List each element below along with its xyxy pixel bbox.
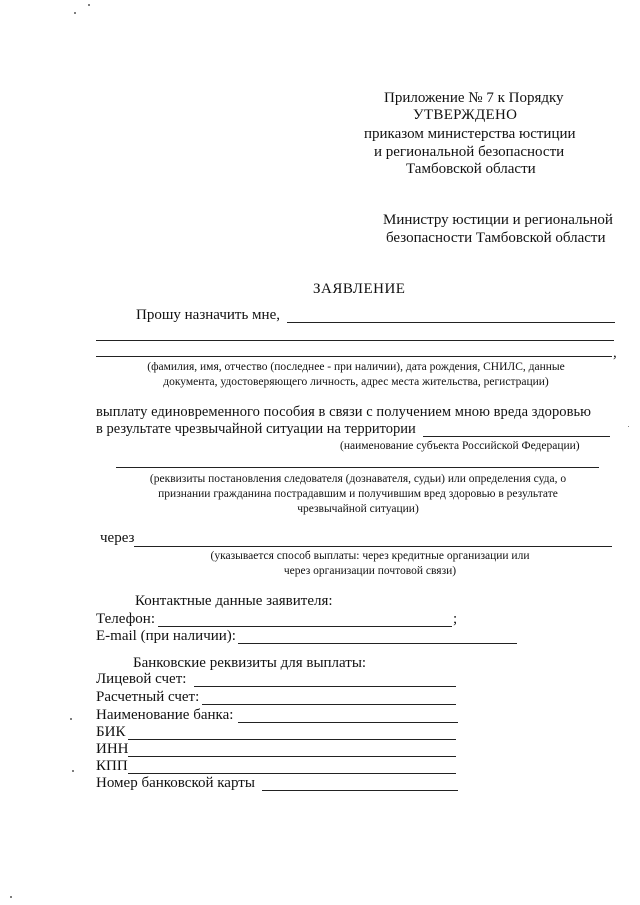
requisites-line[interactable] bbox=[116, 467, 599, 468]
scan-speck bbox=[70, 718, 72, 720]
scan-speck bbox=[10, 896, 12, 898]
method-hint-line-1: (указывается способ выплаты: через кредитные организации или bbox=[210, 550, 530, 562]
scan-speck bbox=[72, 770, 74, 772]
region-hint: (наименование субъекта Российской Федерации) bbox=[340, 440, 580, 452]
payment-text-line-2: в результате чрезвычайной ситуации на территории bbox=[96, 421, 416, 437]
order-line-2: и региональной безопасности bbox=[374, 144, 565, 160]
order-line-3: Тамбовской области bbox=[406, 161, 536, 177]
bank-field-line[interactable] bbox=[194, 686, 456, 687]
comma-mark: , bbox=[613, 345, 617, 361]
contacts-heading: Контактные данные заявителя: bbox=[135, 593, 333, 609]
method-line[interactable] bbox=[134, 546, 612, 547]
bank-field-label: БИК bbox=[96, 724, 126, 740]
bank-field-line[interactable] bbox=[238, 722, 458, 723]
addressee-line-1: Министру юстиции и региональной bbox=[383, 212, 613, 228]
document-title: ЗАЯВЛЕНИЕ bbox=[313, 281, 406, 297]
requisites-hint-line-3: чрезвычайной ситуации) bbox=[297, 503, 419, 515]
bank-field-line[interactable] bbox=[128, 739, 456, 740]
method-label: через bbox=[100, 530, 135, 546]
phone-line-end: ; bbox=[453, 611, 458, 627]
phone-line[interactable] bbox=[158, 626, 452, 627]
bank-field-line[interactable] bbox=[128, 756, 456, 757]
addressee-line-2: безопасности Тамбовской области bbox=[386, 230, 606, 246]
applicant-hint-line-1: (фамилия, имя, отчество (последнее - при наличии), дата рождения, СНИЛС, данные bbox=[147, 361, 565, 373]
appendix-label: Приложение № 7 к Порядку bbox=[384, 90, 564, 106]
applicant-hint-line-2: документа, удостоверяющего личность, адрес места жительства, регистрации) bbox=[163, 376, 549, 388]
request-lead-text: Прошу назначить мне, bbox=[136, 307, 280, 323]
bank-field-label: Расчетный счет: bbox=[96, 689, 200, 705]
phone-label: Телефон: bbox=[96, 611, 155, 627]
bank-field-label: Лицевой счет: bbox=[96, 671, 187, 687]
scan-speck bbox=[88, 4, 90, 6]
bank-field-label: КПП bbox=[96, 758, 128, 774]
bank-field-label: Номер банковской карты bbox=[96, 775, 255, 791]
applicant-details-line-2[interactable] bbox=[96, 356, 612, 357]
email-label: E-mail (при наличии): bbox=[96, 628, 236, 644]
bank-field-label: Наименование банка: bbox=[96, 707, 234, 723]
bank-heading: Банковские реквизиты для выплаты: bbox=[133, 655, 367, 671]
region-line[interactable] bbox=[423, 436, 610, 437]
scan-speck bbox=[628, 426, 629, 427]
method-hint-line-2: через организации почтовой связи) bbox=[283, 565, 457, 577]
email-line[interactable] bbox=[238, 643, 517, 644]
bank-field-label: ИНН bbox=[96, 741, 129, 757]
requisites-hint-line-1: (реквизиты постановления следователя (дознавателя, судьи) или определения суда, о bbox=[149, 473, 567, 485]
payment-text-line-1: выплату единовременного пособия в связи с получением мною вреда здоровью bbox=[96, 404, 592, 420]
applicant-name-line[interactable] bbox=[287, 322, 615, 323]
applicant-details-line-1[interactable] bbox=[96, 340, 614, 341]
approved-label: УТВЕРЖДЕНО bbox=[413, 107, 518, 123]
bank-field-line[interactable] bbox=[202, 704, 456, 705]
bank-field-line[interactable] bbox=[262, 790, 458, 791]
order-line-1: приказом министерства юстиции bbox=[364, 126, 576, 142]
bank-field-line[interactable] bbox=[128, 773, 456, 774]
requisites-hint-line-2: признании гражданина пострадавшим и получившим вред здоровью в результате bbox=[158, 488, 558, 500]
scan-speck bbox=[74, 12, 76, 14]
